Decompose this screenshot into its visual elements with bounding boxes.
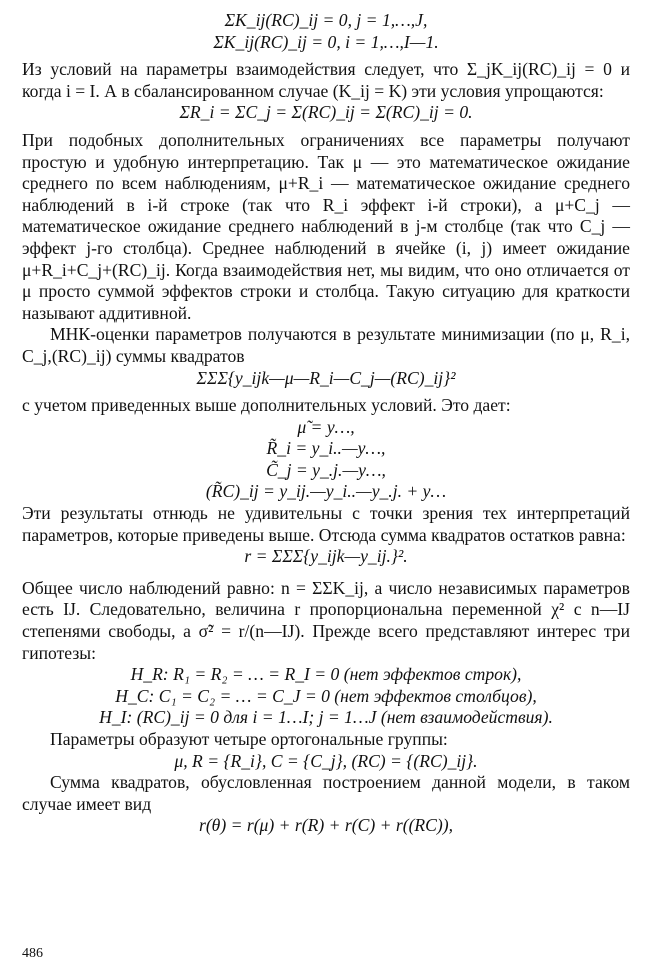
paragraph-model-sum: Сумма квадратов, обусловленная построением данной модели, в таком случае имеет вид <box>22 772 630 814</box>
equation-residual-sum: r = ΣΣΣ{y_ijk—y_ij.}². <box>244 546 408 567</box>
equation-hypothesis-rows: H_R: R₁ = R₂ = … = R_I = 0 (нет эффектов строк), <box>130 664 522 685</box>
equation-sum-of-squares: ΣΣΣ{y_ijk—μ—R_i—C_j—(RC)_ij}² <box>196 367 456 388</box>
equation-row-constraint: ΣK_ij(RC)_ij = 0, j = 1,…,J, <box>224 10 428 30</box>
equation-balanced-sums: ΣR_i = ΣC_j = Σ(RC)_ij = Σ(RC)_ij = 0. <box>179 102 473 123</box>
paragraph-orthogonal-groups: Параметры образуют четыре ортогональные группы: <box>50 729 448 749</box>
equation-mu-estimate: μ̃ = y…, <box>297 416 355 437</box>
paragraph-interaction-conditions: Из условий на параметры взаимодействия следует, что Σ_jK_ij(RC)_ij = 0 и когда i = I. А в сбалансированном случае (K_ij = K) эти условия упрощаются: <box>22 59 630 101</box>
paragraph-results: Эти результаты отнюдь не удивительны с точки зрения тех интерпретаций параметров, которые приведены выше. Отсюда сумма квадратов остатков равна: <box>22 503 630 545</box>
equation-model-decomposition: r(θ) = r(μ) + r(R) + r(C) + r((RC)), <box>198 815 454 836</box>
document-page <box>22 10 630 965</box>
equation-rc-estimate: (R̃C)_ij = y_ij.—y_i..—y_.j. + y… <box>205 481 447 502</box>
equation-hypothesis-columns: H_C: C₁ = C₂ = … = C_J = 0 (нет эффектов столбцов), <box>115 685 537 706</box>
equation-parameter-groups: μ, R = {R_i}, C = {C_j}, (RC) = {(RC)_ij}. <box>174 750 478 771</box>
equation-c-estimate: C̃_j = y_.j.—y…, <box>266 459 386 480</box>
paragraph-interpretation: При подобных дополнительных ограничениях все параметры получают простую и удобную интерпретацию. Так μ — это математическое ожидание среднего по всем наблюдениям, μ+R_i — математическое ожидание среднего наблюдений в i-й строке (так что R_i эффект i-й строки), а μ+C_j — математическое ожидание среднего наблюдений в j-м столбце (так что C_j — эффект j-го столбца). Среднее наблюдений в ячейке (i, j) имеет ожидание μ+R_i+C_j+(RC)_ij. Когда взаимодействия нет, мы видим, что оно отличается от μ просто суммой эффектов строки и столбца. Такую ситуацию для краткости называют аддитивной. <box>22 129 630 323</box>
page-number: 486 <box>22 946 43 962</box>
paragraph-observations-count: Общее число наблюдений равно: n = ΣΣK_ij, а число независимых параметров есть IJ. Следовательно, величина r пропорциональна переменной χ² с n—IJ степенями свободы, а σ̃² = r/(n—IJ). Прежде всего представляют интерес три гипотезы: <box>22 577 630 663</box>
equation-hypothesis-interaction: H_I: (RC)_ij = 0 для i = 1…I; j = 1…J (нет взаимодействия). <box>99 707 553 728</box>
paragraph-with-conditions: с учетом приведенных выше дополнительных условий. Это дает: <box>22 395 511 416</box>
equation-r-estimate: R̃_i = y_i..—y…, <box>266 438 386 459</box>
paragraph-least-squares: МНК-оценки параметров получаются в результате минимизации (по μ, R_i, C_j,(RC)_ij) суммы квадратов <box>22 324 630 366</box>
equation-col-constraint: ΣK_ij(RC)_ij = 0, i = 1,…,I—1. <box>213 31 439 52</box>
